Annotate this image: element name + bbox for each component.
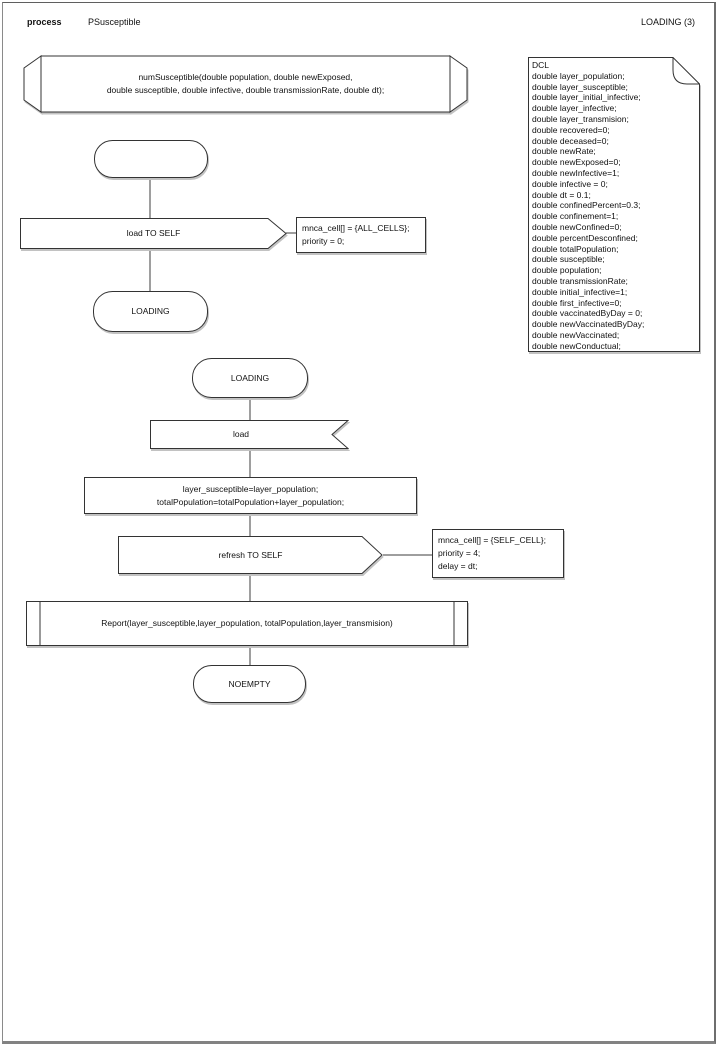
dcl-line: double deceased=0; <box>532 135 609 146</box>
dcl-line: double population; <box>532 265 602 276</box>
dcl-note[interactable] <box>528 57 700 352</box>
refresh-to-self-shape <box>118 536 383 574</box>
dcl-line: double newConfined=0; <box>532 221 622 232</box>
note-all-cells[interactable] <box>296 217 426 253</box>
note-self-cell[interactable] <box>432 529 564 578</box>
refresh-to-self-arrow <box>119 537 383 574</box>
start-terminator-rect <box>95 141 208 178</box>
dcl-line: double infective = 0; <box>532 178 608 189</box>
load-to-self-arrow <box>21 219 287 249</box>
refresh-to-self-label: refresh TO SELF <box>218 549 283 560</box>
dcl-line: double newExposed=0; <box>532 157 621 168</box>
left-cap-shape <box>24 56 41 112</box>
loading-top-rect <box>94 292 208 332</box>
dcl-line: double totalPopulation; <box>532 243 619 254</box>
node-load-to-self[interactable] <box>20 218 287 249</box>
report-label: Report(layer_susceptible,layer_population, totalPopulation,layer_transmision) <box>101 618 393 628</box>
load-to-self-shape <box>20 218 287 249</box>
dcl-line: double layer_infective; <box>532 103 617 114</box>
dcl-line: double initial_infective=1; <box>532 286 628 297</box>
assign-line2: totalPopulation=totalPopulation+layer_population; <box>156 496 345 507</box>
node-loading-top[interactable] <box>93 291 208 332</box>
assign-line1: layer_susceptible=layer_population; <box>182 483 319 494</box>
report-shape <box>26 601 468 646</box>
function-header-shape <box>23 55 468 113</box>
function-header-line2: double susceptible, double infective, double transmissionRate, double dt); <box>106 85 385 95</box>
note-all-cells-line2: priority = 0; <box>302 236 345 246</box>
header-model-name: PSusceptible <box>88 17 141 27</box>
dcl-line: double vaccinatedByDay = 0; <box>532 308 643 319</box>
report-rect <box>27 602 468 646</box>
node-load-receive[interactable] <box>150 420 349 449</box>
dcl-line: double dt = 0.1; <box>532 189 591 200</box>
note-self-cell-line1: mnca_cell[] = {SELF_CELL}; <box>438 535 546 545</box>
node-loading-mid[interactable] <box>192 358 308 398</box>
function-header-line1: numSusceptible(double population, double newExposed, <box>138 72 353 82</box>
load-receive-flag <box>151 421 349 449</box>
dcl-line: double layer_susceptible; <box>532 81 628 92</box>
noempty-rect <box>194 666 306 703</box>
dcl-title: DCL <box>532 60 550 70</box>
dcl-line: double confinedPercent=0.3; <box>532 200 641 211</box>
loading-mid-label: LOADING <box>230 372 270 383</box>
start-terminator-shape <box>94 140 208 178</box>
dcl-line: double newVaccinatedByDay; <box>532 319 645 330</box>
dcl-text <box>532 60 698 352</box>
note-all-cells-line1: mnca_cell[] = {ALL_CELLS}; <box>302 223 410 233</box>
note-self-cell-line2: priority = 4; <box>438 548 481 558</box>
node-refresh-to-self[interactable] <box>118 536 383 574</box>
dcl-line: double newRate; <box>532 146 596 157</box>
function-header-rect <box>41 56 450 112</box>
note-self-cell-line3: delay = dt; <box>438 561 478 571</box>
node-assign[interactable] <box>84 477 417 514</box>
dcl-line: double newVaccinated; <box>532 329 620 340</box>
dcl-line: double confinement=1; <box>532 211 619 222</box>
loading-mid-rect <box>193 359 308 398</box>
node-start-terminator[interactable] <box>94 140 208 178</box>
load-receive-label: load <box>232 429 250 439</box>
dcl-line: double layer_transmision; <box>532 113 629 124</box>
dcl-line: double transmissionRate; <box>532 275 628 286</box>
load-to-self-label: load TO SELF <box>126 228 181 238</box>
right-cap-shape <box>450 56 467 112</box>
noempty-shape <box>193 665 306 703</box>
dcl-line: double susceptible; <box>532 254 605 265</box>
loading-top-label: LOADING <box>131 306 170 316</box>
loading-mid-shape <box>192 358 308 398</box>
node-report[interactable] <box>26 601 468 646</box>
node-function-header[interactable] <box>23 55 468 113</box>
dcl-line: double first_infective=0; <box>532 297 622 308</box>
dcl-line: double percentDesconfined; <box>532 232 638 243</box>
dcl-line: double layer_population; <box>532 70 625 81</box>
noempty-label: NOEMPTY <box>228 678 271 689</box>
node-noempty[interactable] <box>193 665 306 703</box>
header-state-label: LOADING (3) <box>640 17 695 27</box>
dcl-line: double layer_initial_infective; <box>532 92 641 103</box>
header-kind-label: process <box>27 17 62 27</box>
load-receive-shape <box>150 420 349 449</box>
dcl-line: double newConductual; <box>532 340 621 351</box>
loading-top-shape <box>93 291 208 332</box>
dcl-line: double recovered=0; <box>532 124 610 135</box>
dcl-line: double newInfective=1; <box>532 167 620 178</box>
